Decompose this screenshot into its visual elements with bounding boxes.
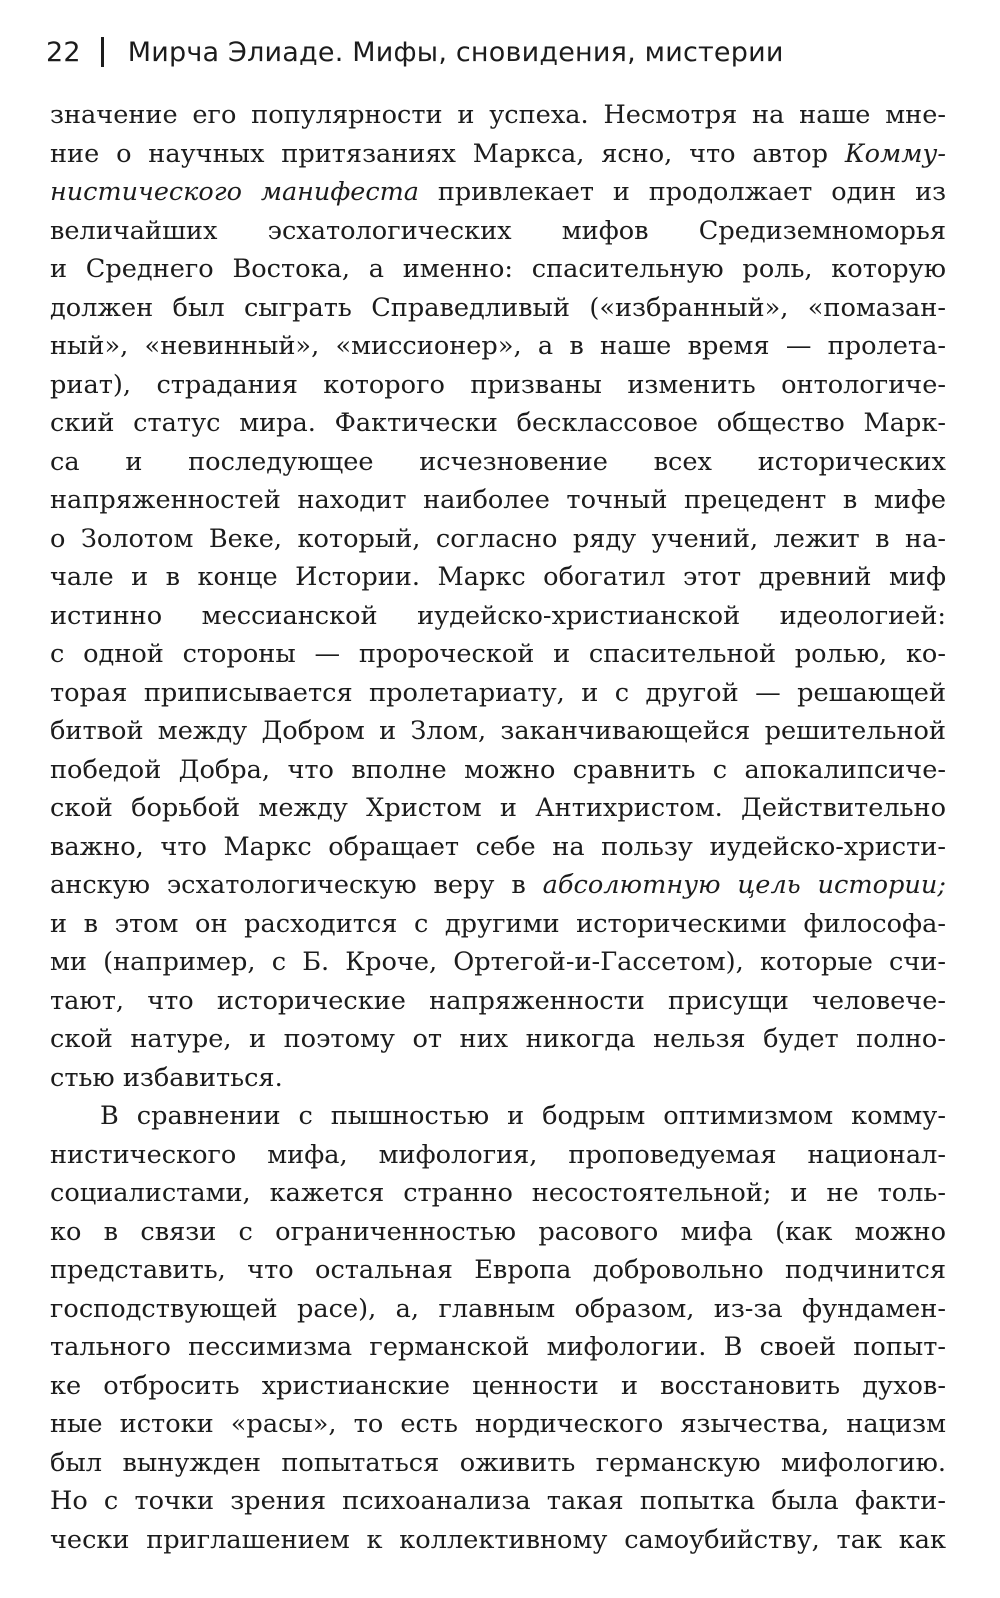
page-number: 22	[46, 36, 81, 68]
text-line: ные истоки «расы», то есть нордического язычества, нацизм	[50, 1409, 946, 1439]
text-line: тального пессимизма германской мифологии. В своей попыт-	[50, 1332, 946, 1362]
text-line: о Золотом Веке, который, согласно ряду учений, лежит в на-	[50, 523, 946, 554]
text-line: са и последующее исчезновение всех исторических	[50, 446, 946, 477]
text-line: был вынужден попытаться оживить германскую мифологию.	[50, 1447, 946, 1478]
text-line: и в этом он расходится с другими историческими философа-	[50, 908, 946, 939]
italic-title: нистического манифеста	[50, 177, 419, 207]
text-line: ской натуре, и поэтому от них никогда нельзя будет полно-	[50, 1024, 946, 1054]
text-line: напряженностей находит наиболее точный прецедент в мифе	[50, 485, 946, 515]
italic-phrase: абсолютную цель истории;	[542, 870, 946, 900]
text-line: чале и в конце Истории. Маркс обогатил этот древний миф	[50, 562, 946, 592]
text-line: Но с точки зрения психоанализа такая попытка была факти-	[50, 1486, 946, 1516]
text-line: тают, что исторические напряженности присущи человече-	[50, 985, 946, 1016]
text-line: социалистами, кажется странно несостоятельной; и не толь-	[50, 1178, 946, 1208]
text-line: риат), страдания которого призваны изменить онтологиче-	[50, 369, 946, 400]
text-line: торая приписывается пролетариату, и с другой — решающей	[50, 677, 946, 708]
text-line: значение его популярности и успеха. Несмотря на наше мне-	[50, 100, 946, 130]
text-line: представить, что остальная Европа добровольно подчинится	[50, 1255, 946, 1285]
text-line: стью избавиться.	[50, 1062, 283, 1093]
text-line: битвой между Добром и Злом, заканчивающейся решительной	[50, 716, 946, 746]
text-line: В сравнении с пышностью и бодрым оптимизмом комму-	[100, 1101, 946, 1131]
text-line: ние о научных притязаниях Маркса, ясно, что автор Комму-	[50, 138, 946, 169]
text-line: ный», «невинный», «миссионер», а в наше время — пролета-	[50, 331, 946, 361]
text-line: чески приглашением к коллективному самоубийству, так как	[50, 1524, 946, 1555]
italic-title: Комму-	[844, 138, 946, 169]
text-line: ко в связи с ограниченностью расового мифа (как можно	[50, 1216, 946, 1247]
running-title: Мирча Элиаде. Мифы, сновидения, мистерии	[127, 36, 784, 68]
header-separator	[101, 37, 104, 67]
text-line: победой Добра, что вполне можно сравнить с апокалипсиче-	[50, 754, 946, 785]
text-line: важно, что Маркс обращает себе на пользу иудейско-христи-	[50, 831, 946, 862]
text-line: ми (например, с Б. Кроче, Ортегой-и-Гассетом), которые счи-	[50, 947, 946, 977]
text-line: анскую эсхатологическую веру в абсолютную цель истории;	[50, 870, 946, 900]
text-line: должен был сыграть Справедливый («избранный», «помазан-	[50, 292, 946, 323]
text-line: истинно мессианской иудейско-христианской идеологией:	[50, 600, 946, 631]
body-text	[50, 96, 946, 1559]
text-line: ской борьбой между Христом и Антихристом. Действительно	[50, 793, 946, 823]
text-line: и Среднего Востока, а именно: спасительную роль, которую	[50, 254, 946, 284]
text-line: ский статус мира. Фактически бесклассовое общество Марк-	[50, 408, 946, 438]
text-line: величайших эсхатологических мифов Средиземноморья	[50, 215, 946, 246]
text-line: нистического мифа, мифология, проповедуемая национал-	[50, 1139, 946, 1170]
text-line: с одной стороны — пророческой и спасительной ролью, ко-	[50, 639, 946, 669]
text-line: господствующей расе), а, главным образом, из-за фундамен-	[50, 1293, 946, 1324]
text-line: нистического манифеста привлекает и продолжает один из	[50, 177, 946, 207]
text-line: ке отбросить христианские ценности и восстановить духов-	[50, 1370, 946, 1401]
running-header	[46, 30, 784, 74]
